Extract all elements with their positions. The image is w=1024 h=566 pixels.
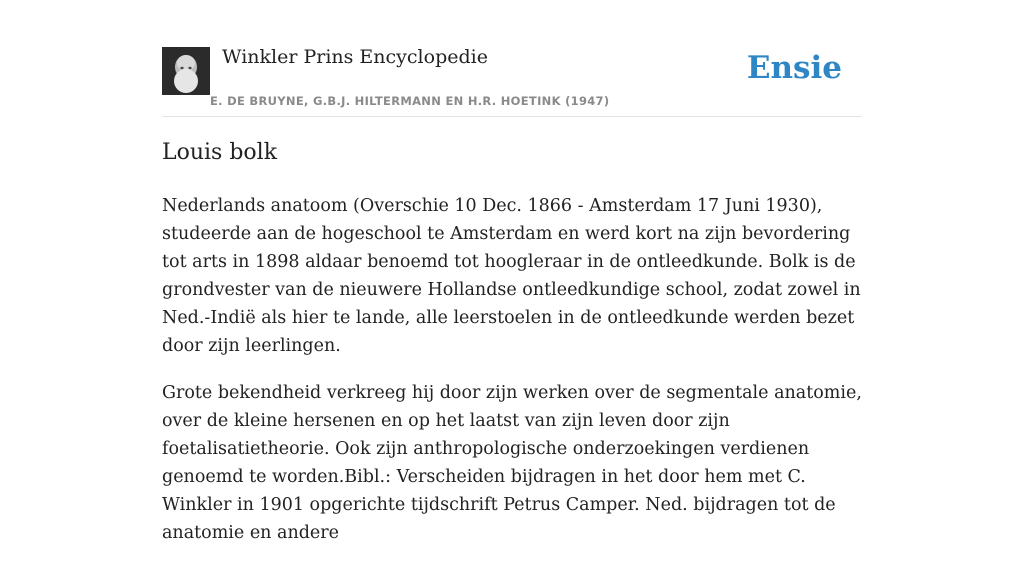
header (162, 44, 862, 117)
authors-line: E. DE BRUYNE, G.B.J. HILTERMANN EN H.R. HOETINK (1947) (210, 94, 610, 108)
article-paragraph: Grote bekendheid verkreeg hij door zijn werken over de segmentale anatomie, over de kleine hersenen en op het laatst van zijn leven door zijn foetalisatietheorie. Ook zijn anthropologische onderzoekingen verdienen genoemd te worden.Bibl.: Verscheiden bijdragen in het door hem met C. Winkler in 1901 opgerichte tijdschrift Petrus Camper. Ned. bijdragen tot de anatomie en andere (162, 383, 862, 543)
brand-logo[interactable]: Ensie (746, 50, 842, 86)
author-avatar[interactable] (162, 47, 210, 95)
portrait-icon (162, 47, 210, 95)
article-paragraph: Nederlands anatoom (Overschie 10 Dec. 1866 - Amsterdam 17 Juni 1930), studeerde aan de hogeschool te Amsterdam en werd kort na zijn bevordering tot arts in 1898 aldaar benoemd tot hoogleraar in de ontleedkunde. Bolk is de grondvester van de nieuwere Hollandse ontleedkundige school, zodat zowel in Ned.-Indië als hier te lande, alle leerstoelen in de ontleedkunde werden bezet door zijn leerlingen. (162, 196, 861, 356)
article-body (162, 192, 864, 566)
article-title: Louis bolk (162, 140, 278, 165)
publication-title[interactable]: Winkler Prins Encyclopedie (222, 46, 488, 68)
